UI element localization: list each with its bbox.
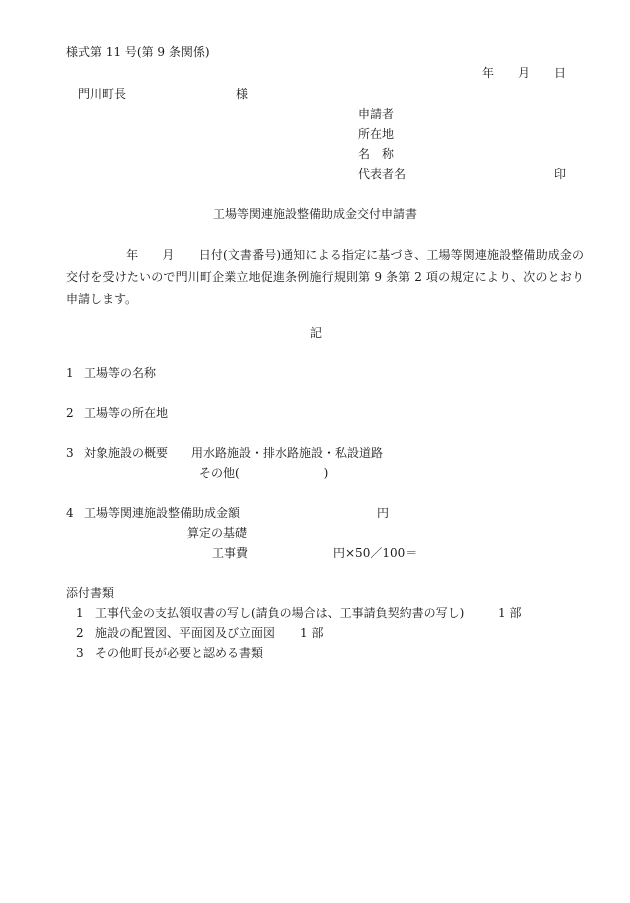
- form-number: 様式第 11 号(第 9 条関係): [66, 45, 210, 59]
- body-text: 日付(文書番号)通知による指定に基づき、工場等関連施設整備助成金の交付を受けたいので門川町企業立地促進条例施行規則第 9 条第 2 項の規定により、次のとおり申請します。: [66, 248, 584, 306]
- addressee: 門川町長: [78, 87, 127, 101]
- document-title: 工場等関連施設整備助成金交付申請書: [213, 207, 418, 221]
- attachment-3-text: その他町長が必要と認める書類: [95, 646, 264, 660]
- item-4-unit: 円: [377, 506, 390, 520]
- attachments-title: 添付書類: [66, 586, 115, 600]
- item-1-number: 1: [66, 366, 74, 380]
- attachment-2-text: 施設の配置図、平面図及び立面図: [95, 626, 276, 640]
- ki-mark: 記: [310, 326, 323, 340]
- item-4-formula: 円×50／100＝: [333, 546, 418, 560]
- attachment-2-count: 1 部: [300, 626, 324, 640]
- item-3-value: 用水路施設・排水路施設・私設道路: [191, 446, 384, 460]
- item-4-number: 4: [66, 506, 74, 520]
- attachment-3-number: 3: [76, 646, 84, 660]
- date-month: 月: [518, 66, 531, 80]
- body-paragraph: [66, 244, 584, 310]
- attachment-1-count: 1 部: [498, 606, 522, 620]
- applicant-address-label: 所在地: [358, 127, 395, 141]
- item-2-number: 2: [66, 406, 74, 420]
- body-month: 月: [162, 248, 175, 262]
- item-4-cost-label: 工事費: [212, 546, 249, 560]
- honorific: 様: [236, 87, 249, 101]
- item-1-label: 工場等の名称: [84, 366, 157, 380]
- item-3-value-other: その他( ): [199, 466, 329, 480]
- item-3-label: 対象施設の概要: [84, 446, 169, 460]
- item-2-label: 工場等の所在地: [84, 406, 169, 420]
- date-year: 年: [482, 66, 495, 80]
- item-4-label: 工場等関連施設整備助成金額: [84, 506, 241, 520]
- applicant-title: 申請者: [358, 107, 395, 121]
- attachment-2-number: 2: [76, 626, 84, 640]
- date-day: 日: [554, 66, 567, 80]
- applicant-representative-label: 代表者名: [358, 167, 407, 181]
- attachment-1-number: 1: [76, 606, 84, 620]
- item-4-sub-label: 算定の基礎: [187, 526, 248, 540]
- attachment-1-text: 工事代金の支払領収書の写し(請負の場合は、工事請負契約書の写し): [95, 606, 465, 620]
- item-3-number: 3: [66, 446, 74, 460]
- seal-mark: 印: [554, 167, 567, 181]
- body-year: 年: [126, 248, 139, 262]
- applicant-name-label: 名 称: [358, 147, 395, 161]
